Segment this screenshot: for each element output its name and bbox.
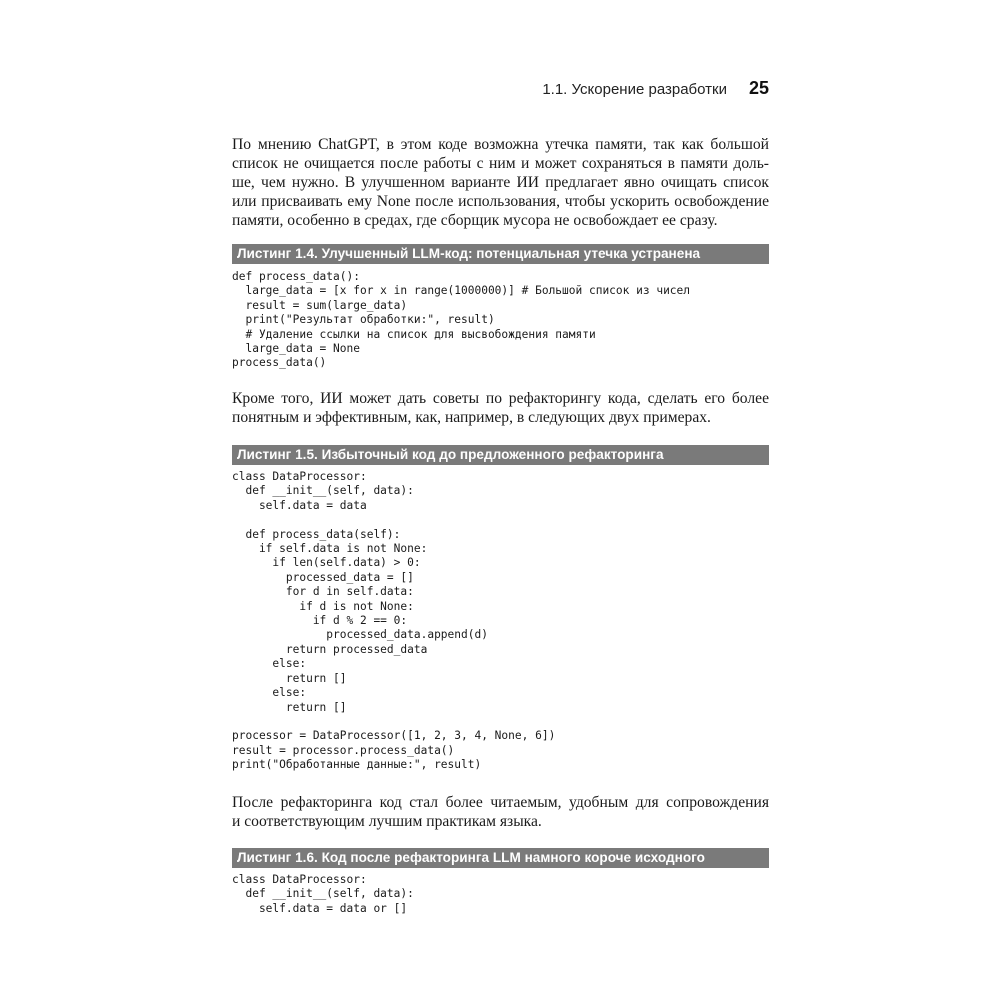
listing-1-5-code: class DataProcessor: def __init__(self, data): self.data = data def process_data(self): if self.data is not None: if len(self.data) > 0: processed_data = [] for d in self.data: if d is not None: if d % 2 == 0: processed_data.append(d) return processed_data else: return [] else: return [] processor = DataProcessor([1, 2, 3, 4, None, 6]) result = processor.process_data() print("Обработанные данные:", result): [232, 470, 556, 772]
paragraph-1: [232, 135, 769, 230]
paragraph-line: и соответствующим лучшим практикам языка.: [232, 813, 542, 830]
paragraph-line: ше, чем нужно. В улучшенном варианте ИИ предлагает явно очищать список: [232, 174, 769, 191]
listing-1-4-title: Листинг 1.4. Улучшенный LLM-код: потенциальная утечка устранена: [232, 244, 769, 264]
paragraph-line: понятным и эффективным, как, например, в следующих двух примерах.: [232, 409, 711, 426]
listing-1-4-code: def process_data(): large_data = [x for x in range(1000000)] # Большой список из чисел result = sum(large_data) print("Результат обработки:", result) # Удаление ссылки на список для высвобождения памяти large_data = None process_data(): [232, 270, 691, 370]
paragraph-3: [232, 793, 769, 831]
book-page: [232, 0, 769, 1000]
paragraph-line: После рефакторинга код стал более читаемым, удобным для сопровождения: [232, 794, 769, 811]
paragraph-2: [232, 389, 769, 427]
paragraph-line: Кроме того, ИИ может дать советы по рефакторингу кода, сделать его более: [232, 390, 769, 407]
listing-1-6-title: Листинг 1.6. Код после рефакторинга LLM намного короче исходного: [232, 848, 769, 868]
running-head: [542, 78, 769, 99]
section-title: 1.1. Ускорение разработки: [542, 81, 727, 98]
paragraph-line: памяти, особенно в средах, где сборщик мусора не освобождает ее сразу.: [232, 212, 718, 229]
paragraph-line: список не очищается после работы с ним и может сохраняться в памяти доль-: [232, 155, 769, 172]
listing-1-6-code: class DataProcessor: def __init__(self, data): self.data = data or []: [232, 873, 414, 915]
page-number: 25: [748, 78, 769, 98]
paragraph-line: или присваивать ему None после использования, чтобы ускорить освобождение: [232, 193, 769, 210]
listing-1-5-title: Листинг 1.5. Избыточный код до предложенного рефакторинга: [232, 445, 769, 465]
paragraph-line: По мнению ChatGPT, в этом коде возможна утечка памяти, так как большой: [232, 136, 769, 153]
